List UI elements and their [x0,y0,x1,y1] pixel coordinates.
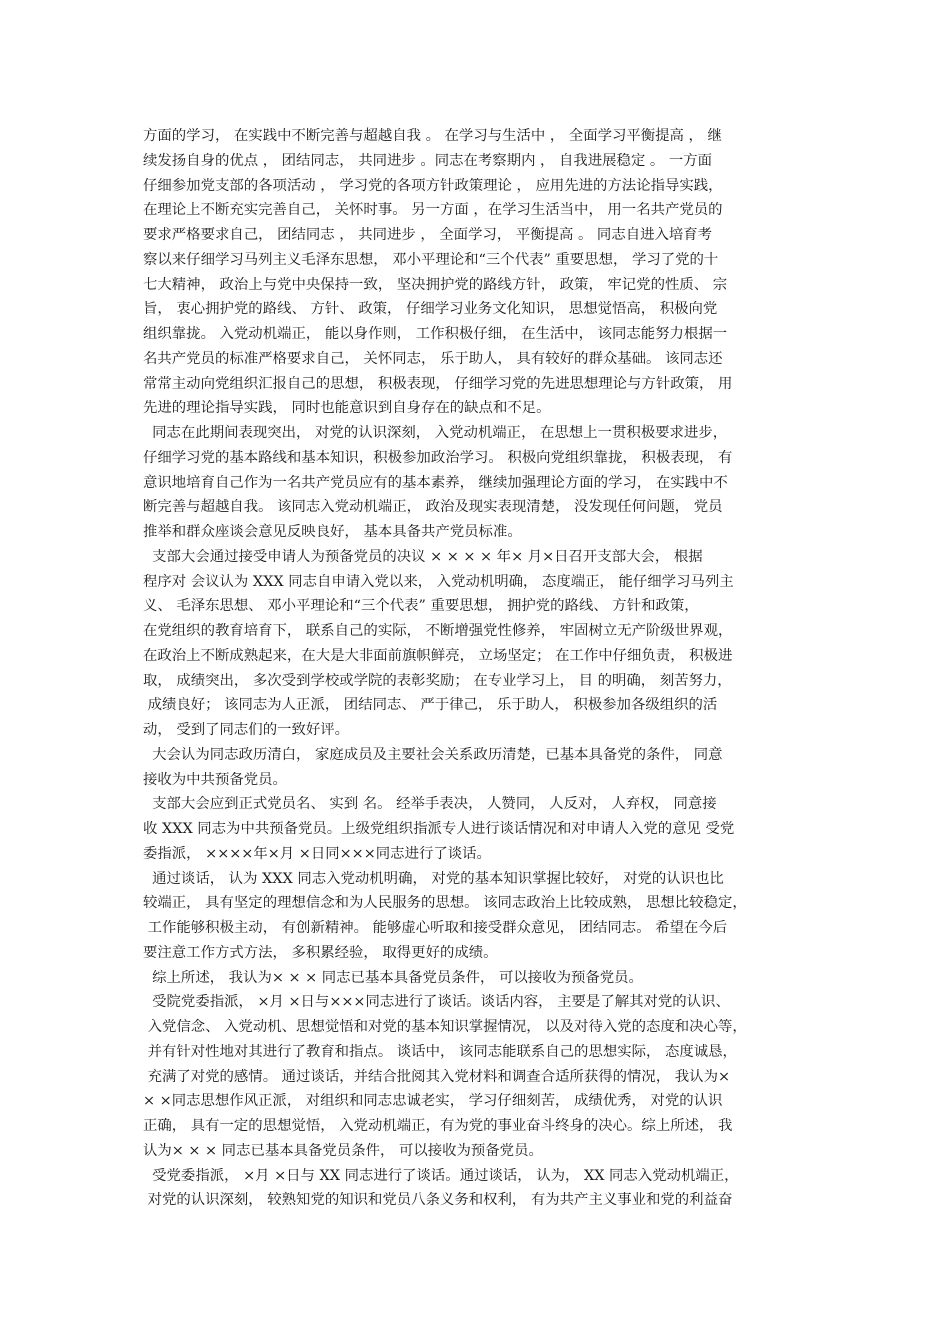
text-line: 在理论上不断充实完善自己， 关怀时事。 另一方面 ，在学习生活当中， 用一名共产党员的 [143,202,723,219]
text-line: × ×同志思想作风正派， 对组织和同志忠诚老实， 学习仔细刻苦， 成绩优秀， 对党的认识 [143,1093,723,1110]
text-line: 充满了对党的感情。 通过谈话，并结合批阅其入党材料和调查合适所获得的情况， 我认为× [143,1068,731,1085]
text-line: 入党信念、 入党动机、思想觉悟和对党的基本知识掌握情况， 以及对待入党的态度和决心等， [143,1019,747,1035]
text-line: 在党组织的教育培育下， 联系自己的实际， 不断增强党性修养， 牢固树立无产阶级世界观， [143,623,733,639]
text-line: 名共产党员的标准严格要求自己， 关怀同志， 乐于助人， 具有较好的群众基础。 该同志还 [143,350,723,367]
text-line: 旨， 衷心拥护党的路线、 方针、 政策， 仔细学习业务文化知识， 思想觉悟高， 积极向党 [143,301,718,318]
text-line: 动， 受到了同志们的一致好评。 [143,722,350,738]
text-line: 要注意工作方式方法， 多积累经验， 取得更好的成绩。 [143,944,498,961]
text-line: 受党委指派， ×月 ×日与 XX 同志进行了谈话。通过谈话， 认为， XX 同志入党动机端正， [143,1167,739,1184]
text-line: 仔细学习党的基本路线和基本知识，积极参加政治学习。 积极向党组织靠拢， 积极表现， 有 [143,449,733,466]
text-line: 并有针对性地对其进行了教育和指点。 谈话中， 该同志能联系自己的思想实际， 态度诚恳， [143,1043,737,1060]
text-line: 成绩良好； 该同志为人正派， 团结同志、 严于律己， 乐于助人， 积极参加各级组织的活 [143,697,718,714]
text-line: 续发扬自身的优点 ， 团结同志， 共同进步 。同志在考察期内 ， 自我进展稳定 。 一方面 [143,152,713,169]
text-line: 义、 毛泽东思想、 邓小平理论和“三个代表” 重要思想， 拥护党的路线、 方针和政策， [143,598,699,615]
text-line: 七大精神， 政治上与党中央保持一致， 坚决拥护党的路线方针， 政策， 牢记党的性质、 宗 [143,276,728,293]
text-line: 在政治上不断成熟起来，在大是大非面前旗帜鲜亮， 立场坚定； 在工作中仔细负责， 积极进 [143,647,733,664]
text-line: 对党的认识深刻， 较熟知党的知识和党员八条义务和权利， 有为共产主义事业和党的利益奋 [143,1192,733,1209]
text-line: 推举和群众座谈会意见反映良好， 基本具备共产党员标准。 [143,524,522,540]
text-line: 同志在此期间表现突出， 对党的认识深刻， 入党动机端正， 在思想上一贯积极要求进步， [143,425,728,441]
text-line: 常常主动向党组织汇报自己的思想， 积极表现， 仔细学习党的先进思想理论与方针政策， 用 [143,375,733,392]
text-line: 受院党委指派， ×月 ×日与×××同志进行了谈话。谈话内容， 主要是了解其对党的认识、 [143,994,730,1011]
text-line: 察以来仔细学习马列主义毛泽东思想， 邓小平理论和“三个代表” 重要思想， 学习了党的十 [143,251,719,268]
text-line: 接收为中共预备党员。 [143,771,287,788]
text-line: 收 XXX 同志为中共预备党员。上级党组织指派专人进行谈话情况和对申请人入党的意见 受党 [143,821,735,837]
text-line: 综上所述， 我认为× × × 同志已基本具备党员条件， 可以接收为预备党员。 [143,969,643,986]
text-line: 正确， 具有一定的思想觉悟， 入党动机端正，有为党的事业奋斗终身的决心。综上所述， 我 [143,1118,733,1134]
text-line: 通过谈话， 认为 XXX 同志入党动机明确， 对党的基本知识掌握比较好， 对党的认识也比 [143,870,724,887]
text-line: 支部大会应到正式党员名、 实到 名。 经举手表决， 人赞同， 人反对， 人弃权， 同意接 [143,796,717,813]
text-line: 大会认为同志政历清白， 家庭成员及主要社会关系政历清楚，已基本具备党的条件， 同意 [143,746,723,763]
text-line: 取， 成绩突出， 多次受到学校或学院的表彰奖励； 在专业学习上， 目 的明确， 刻苦努力， [143,672,732,689]
text-line: 先进的理论指导实践， 同时也能意识到自身存在的缺点和不足。 [143,400,551,417]
text-line: 程序对 会议认为 XXX 同志自申请入党以来， 入党动机明确， 态度端正， 能仔细学习马列主 [143,573,734,590]
text-line: 支部大会通过接受申请人为预备党员的决议 × × × × 年× 月×日召开支部大会， 根据 [143,548,703,565]
document-body-text [143,124,815,1213]
text-line: 要求严格要求自己， 团结同志 ， 共同进步 ， 全面学习， 平衡提高 。 同志自进入培育考 [143,227,713,243]
text-line: 委指派， ××××年×月 ×日同×××同志进行了谈话。 [143,845,491,862]
text-line: 组织靠拢。 入党动机端正， 能以身作则， 工作积极仔细， 在生活中， 该同志能努力根据一 [143,326,728,342]
text-line: 断完善与超越自我。 该同志入党动机端正， 政治及现实表现清楚， 没发现任何问题， 党员 [143,499,723,516]
text-line: 仔细参加党支部的各项活动 ， 学习党的各项方针政策理论 ， 应用先进的方法论指导实践， [143,177,723,194]
text-line: 意识地培育自己作为一名共产党员应有的基本素养， 继续加强理论方面的学习， 在实践中不 [143,474,728,491]
text-line: 方面的学习， 在实践中不断完善与超越自我 。 在学习与生活中 ， 全面学习平衡提高 ， 继 [143,128,722,144]
text-line: 较端正， 具有坚定的理想信念和为人民服务的思想。 该同志政治上比较成熟， 思想比较稳定， [143,895,747,912]
text-line: 工作能够积极主动， 有创新精神。 能够虚心听取和接受群众意见， 团结同志。 希望在今后 [143,920,728,936]
text-line: 认为× × × 同志已基本具备党员条件， 可以接收为预备党员。 [143,1142,543,1159]
